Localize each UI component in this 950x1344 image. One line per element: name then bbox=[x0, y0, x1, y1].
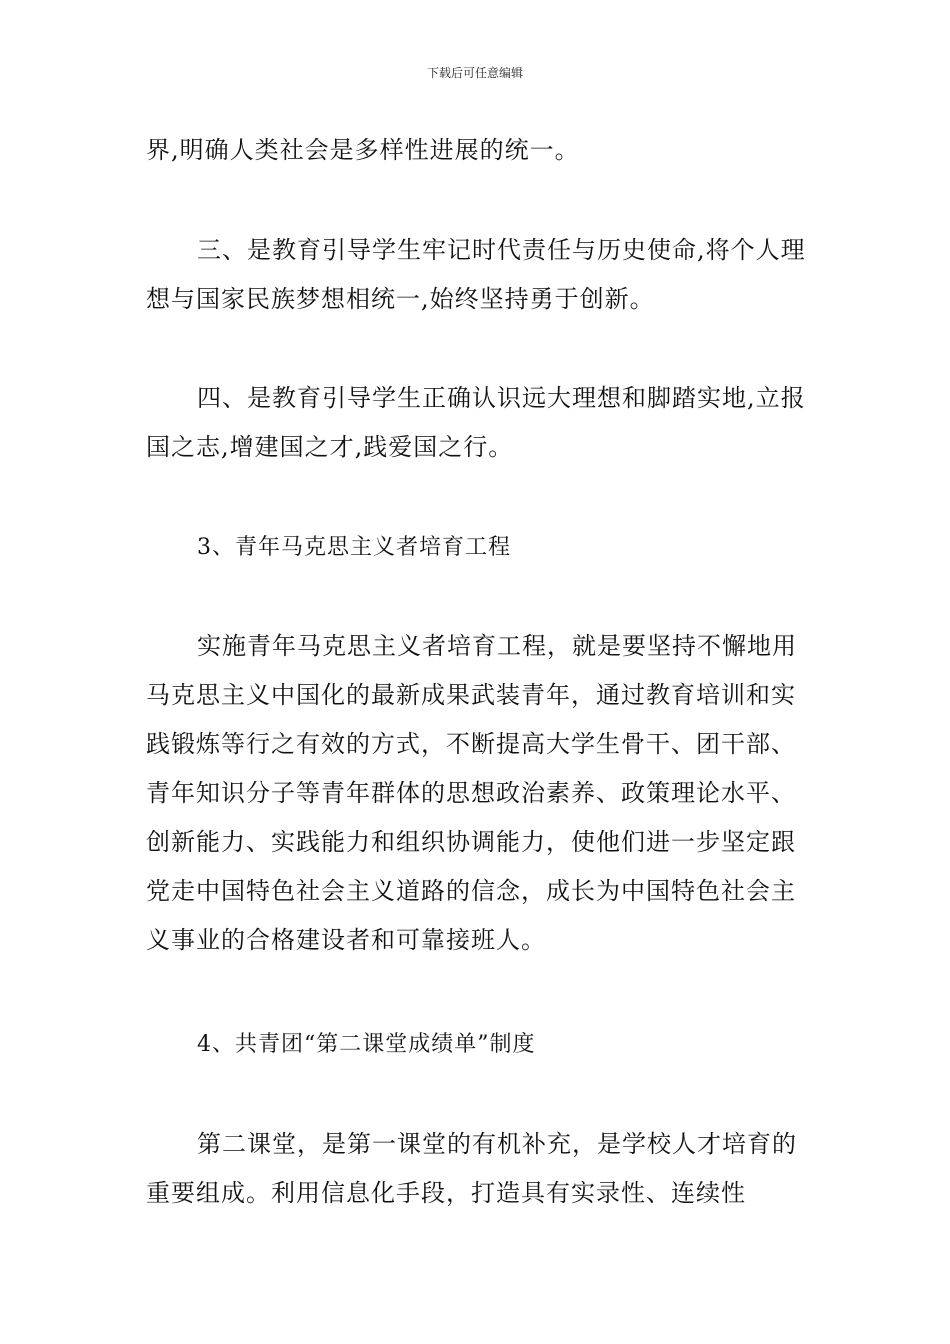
paragraph-point-three: 三、是教育引导学生牢记时代责任与历史使命,将个人理想与国家民族梦想相统一,始终坚持勇于创新。 bbox=[146, 236, 806, 313]
section-heading-4: 4、共青团“第二课堂成绩单”制度 bbox=[197, 1032, 536, 1057]
paragraph-second-classroom: 第二课堂，是第一课堂的有机补充，是学校人才培育的重要组成。利用信息化手段，打造具有实录性、连续性 bbox=[146, 1130, 797, 1207]
section-heading-3: 3、青年马克思主义者培育工程 bbox=[197, 535, 511, 560]
paragraph-point-four: 四、是教育引导学生正确认识远大理想和脚踏实地,立报国之志,增建国之才,践爱国之行。 bbox=[146, 384, 806, 461]
paragraph-marxist-training: 实施青年马克思主义者培育工程，就是要坚持不懈地用马克思主义中国化的最新成果武装青年，通过教育培训和实践锻炼等行之有效的方式，不断提高大学生骨干、团干部、青年知识分子等青年群体的思想政治素养、政策理论水平、创新能力、实践能力和组织协调能力，使他们进一步坚定跟党走中国特色社会主义道路的信念，成长为中国特色社会主义事业的合格建设者和可靠接班人。 bbox=[146, 632, 797, 954]
page-header: 下载后可任意编辑 bbox=[426, 66, 523, 80]
paragraph-continuation: 界,明确人类社会是多样性进展的统一。 bbox=[146, 136, 580, 164]
